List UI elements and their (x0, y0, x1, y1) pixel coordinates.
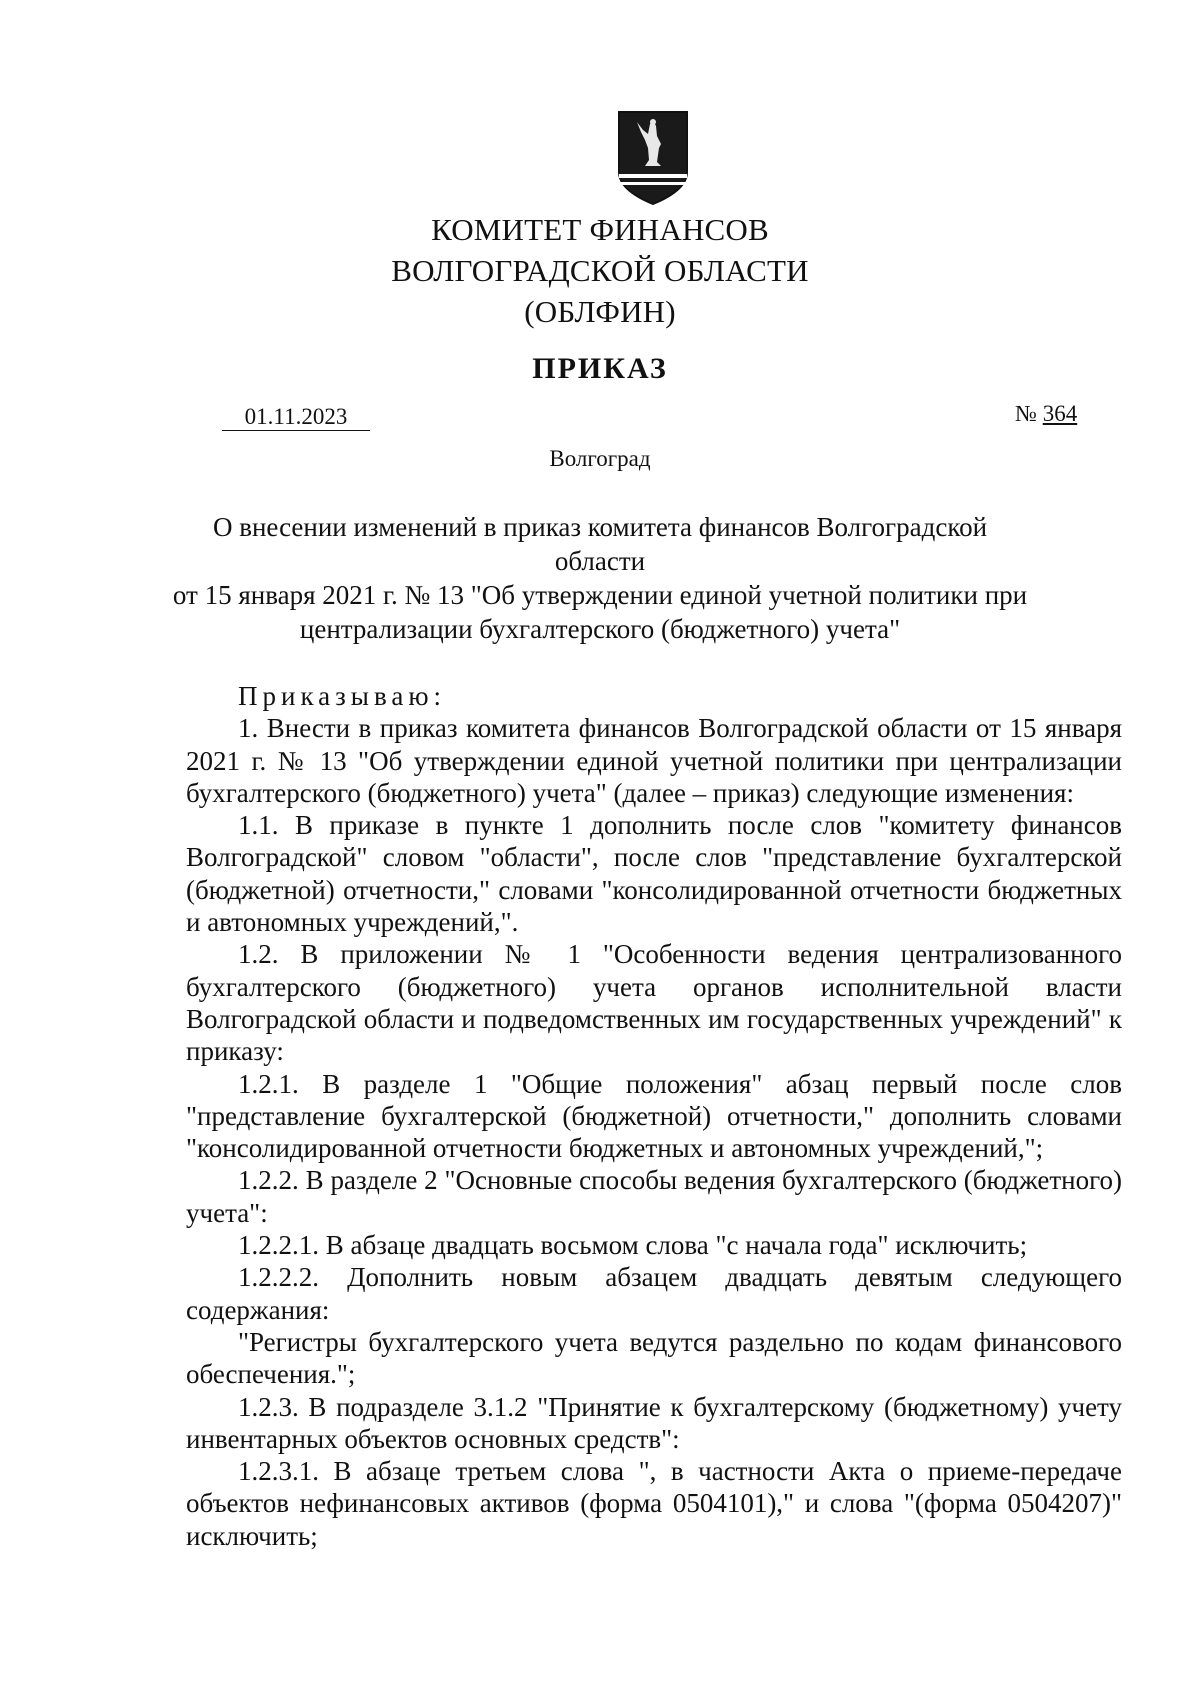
coat-of-arms-icon (617, 110, 689, 206)
document-subject (170, 510, 1030, 646)
order-verb: Приказываю: (238, 681, 446, 711)
document-type-title: ПРИКАЗ (532, 352, 668, 385)
document-body (186, 680, 1122, 1552)
paragraph-1-2-2: 1.2.2. В разделе 2 "Основные способы ведения бухгалтерского (бюджетного) учета": (186, 1165, 1122, 1228)
paragraph-1-2-3: 1.2.3. В подразделе 3.1.2 "Принятие к бухгалтерскому (бюджетному) учету инвентарных объектов основных средств": (186, 1391, 1122, 1454)
subject-line-1: О внесении изменений в приказ комитета финансов Волгоградской области (212, 512, 988, 576)
org-name-line-2: ВОЛГОГРАДСКОЙ ОБЛАСТИ (391, 253, 809, 288)
document-number (1015, 401, 1077, 427)
paragraph-1-2-2-2: 1.2.2.2. Дополнить новым абзацем двадцать девятым следующего содержания: (186, 1262, 1122, 1325)
paragraph-1-2-2-1: 1.2.2.1. В абзаце двадцать восьмом слова "с начала года" исключить; (238, 1230, 1028, 1261)
org-name-line-1: КОМИТЕТ ФИНАНСОВ (431, 212, 769, 247)
number-prefix: № (1015, 401, 1043, 426)
paragraph-1: 1. Внести в приказ комитета финансов Волгоградской области от 15 января 2021 г. № 13 "Об утверждении единой учетной политики при централизации бухгалтерского (бюджетного) учета" (далее – приказ) следующие изменения: (186, 713, 1122, 808)
paragraph-quote: "Регистры бухгалтерского учета ведутся раздельно по кодам финансового обеспечения."; (186, 1326, 1122, 1390)
paragraph-1-1: 1.1. В приказе в пункте 1 дополнить после слов "комитету финансов Волгоградской" словом "области", после слов "представление бухгалтерской (бюджетной) отчетности," словами "консолидированной отчетности бюджетных и автономных учреждений,". (186, 810, 1122, 938)
subject-line-3: централизации бухгалтерского (бюджетного) учета" (299, 614, 901, 644)
subject-line-2: от 15 января 2021 г. № 13 "Об утверждении единой учетной политики при (172, 580, 1028, 610)
paragraph-1-2: 1.2. В приложении № 1 "Особенности ведения централизованного бухгалтерского (бюджетного) учета органов исполнительной власти Волгоградской области и подведомственных им государственных учреждений" к приказу: (186, 939, 1122, 1067)
org-abbreviation: (ОБЛФИН) (524, 294, 676, 329)
number-value: 364 (1042, 401, 1078, 426)
paragraph-1-2-3-1: 1.2.3.1. В абзаце третьем слова ", в частности Акта о приеме-передаче объектов нефинансовых активов (форма 0504101)," и слова "(форма 0504207)" исключить; (186, 1456, 1122, 1551)
paragraph-1-2-1: 1.2.1. В разделе 1 "Общие положения" абзац первый после слов "представление бухгалтерской (бюджетной) отчетности," дополнить словами "консолидированной отчетности бюджетных и автономных учреждений,"; (186, 1068, 1122, 1164)
document-date: 01.11.2023 (222, 404, 370, 431)
document-city: Волгоград (549, 446, 651, 471)
